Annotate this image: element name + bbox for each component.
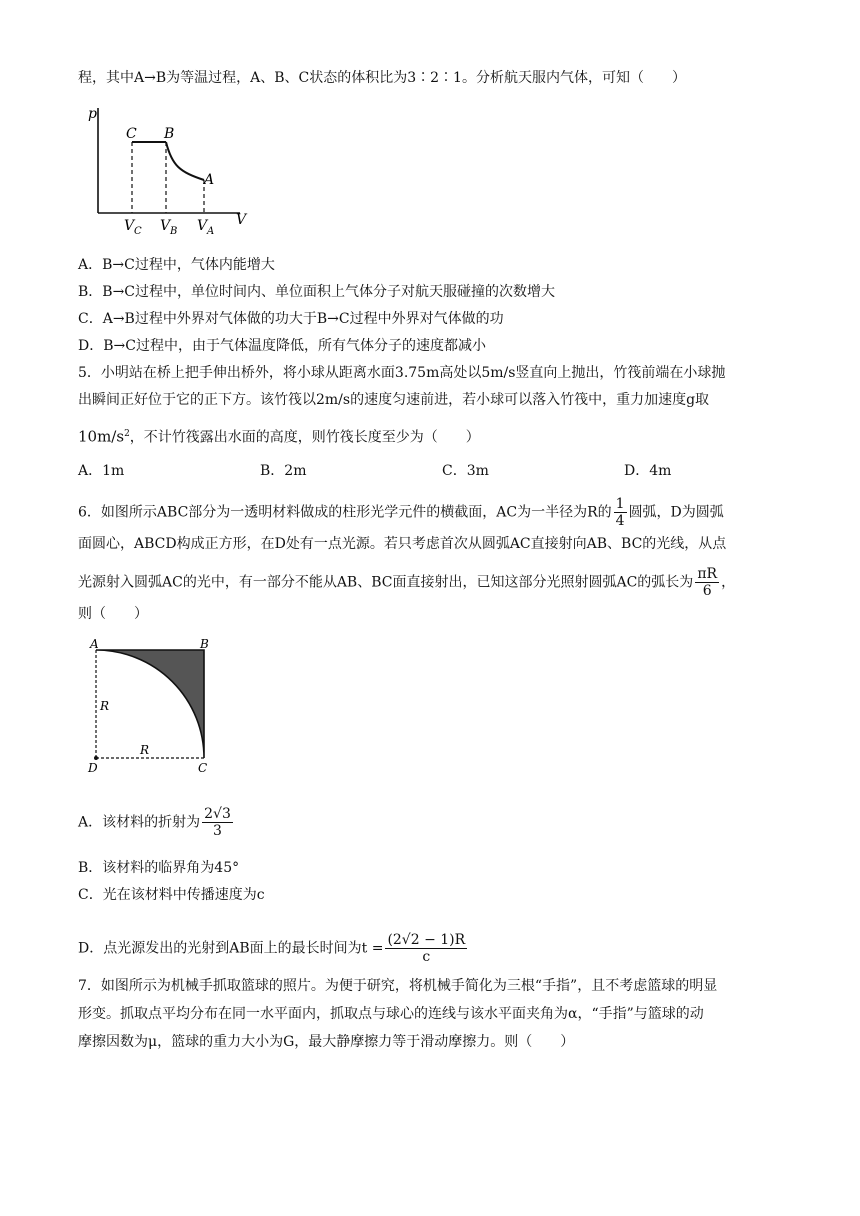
optics-figure: [82, 636, 217, 776]
label-B: B: [164, 126, 175, 142]
label-C: C: [126, 126, 137, 142]
label-B: B: [200, 637, 209, 651]
q6-option-a-text: A．该材料的折射为: [78, 814, 201, 831]
q6-option-d-text: D．点光源发出的光射到AB面上的最长时间为t =: [78, 940, 384, 957]
q5-unit-sup: 2: [124, 429, 130, 439]
q4-option-c: C．A→B过程中外界对气体做的功大于B→C过程中外界对气体做的功: [78, 311, 504, 327]
label-VC-sub: C: [134, 226, 142, 237]
q6-option-c: C．光在该材料中传播速度为c: [78, 887, 265, 903]
q5-line-1: 5．小明站在桥上把手伸出桥外，将小球从距离水面3.75m高处以5m/s竖直向上抛出，竹筏前端在小球抛: [78, 365, 726, 381]
q6-line-3a: 光源射入圆弧AC的光中，有一部分不能从AB、BC面直接射出，已知这部分光照射圆弧AC的弧长为: [78, 574, 694, 591]
label-A: A: [204, 172, 215, 188]
q4-stem: 程，其中A→B为等温过程，A、B、C状态的体积比为3∶2∶1。分析航天服内气体，可知（ ）: [78, 70, 686, 86]
q6-line-4: 则（ ）: [78, 606, 148, 622]
q5-option-a: A．1m: [78, 463, 125, 479]
q4-option-b: B．B→C过程中，单位时间内、单位面积上气体分子对航天服碰撞的次数增大: [78, 284, 556, 300]
pv-graph: [80, 100, 260, 240]
q7-line-3: 摩擦因数为μ，篮球的重力大小为G，最大静摩擦力等于滑动摩擦力。则（ ）: [78, 1034, 575, 1050]
label-VA-sub: A: [207, 226, 215, 237]
q5-option-c: C．3m: [442, 463, 489, 479]
label-R-horizontal: R: [140, 743, 150, 757]
p-axis-label: p: [88, 106, 97, 122]
q6-line-3b: ，: [721, 574, 736, 591]
label-VB-sub: B: [170, 226, 178, 237]
q6-option-d: [78, 932, 469, 965]
q7-line-2: 形变。抓取点平均分布在同一水平面内，抓取点与球心的连线与该水平面夹角为α，“手指”与篮球的动: [78, 1006, 704, 1022]
label-C: C: [198, 761, 208, 775]
q6-line-1: [78, 496, 724, 529]
label-R-vertical: R: [100, 699, 110, 713]
q6-line-2: 面圆心，ABCD构成正方形，在D处有一点光源。若只考虑首次从圆弧AC直接射向AB、BC的光线，从点: [78, 536, 727, 552]
q6-quarter-fraction: $\frac{1}{4}$: [615, 496, 625, 529]
q6-line-1a: 6．如图所示ABC部分为一透明材料做成的柱形光学元件的横截面，AC为一半径为R的: [78, 504, 612, 521]
q5-line-3-text: ，不计竹筏露出水面的高度，则竹筏长度至少为（ ）: [129, 429, 480, 446]
q6-line-1b: 圆弧，D为圆弧: [628, 504, 724, 521]
q5-line-3: [78, 424, 480, 448]
q4-option-a: A．B→C过程中，气体内能增大: [78, 257, 275, 273]
label-D: D: [88, 761, 98, 775]
q5-option-b: B．2m: [260, 463, 307, 479]
label-VB: V: [160, 218, 171, 234]
q5-unit: 10m/s: [78, 427, 125, 446]
q7-line-1: 7．如图所示为机械手抓取篮球的照片。为便于研究，将机械手简化为三根“手指”，且不考虑篮球的明显: [78, 978, 718, 994]
label-VA: V: [197, 218, 208, 234]
q6-line-3: [78, 566, 735, 599]
q6-option-d-fraction: $\frac{(2√2 - 1)R}{c}$: [387, 932, 466, 965]
q5-option-d: D．4m: [624, 463, 672, 479]
q6-option-a-fraction: $\frac{2√3}{3}$: [204, 806, 231, 839]
v-axis-label: V: [236, 212, 247, 228]
q6-arc-fraction: $\frac{\pi R}{6}$: [697, 566, 718, 599]
q6-option-b: B．该材料的临界角为45°: [78, 860, 240, 876]
q6-option-a: [78, 806, 235, 839]
q5-line-2: 出瞬间正好位于它的正下方。该竹筏以2m/s的速度匀速前进，若小球可以落入竹筏中，重力加速度g取: [78, 392, 710, 408]
label-VC: V: [124, 218, 135, 234]
q4-option-d: D．B→C过程中，由于气体温度降低，所有气体分子的速度都减小: [78, 338, 486, 354]
label-A: A: [90, 637, 99, 651]
